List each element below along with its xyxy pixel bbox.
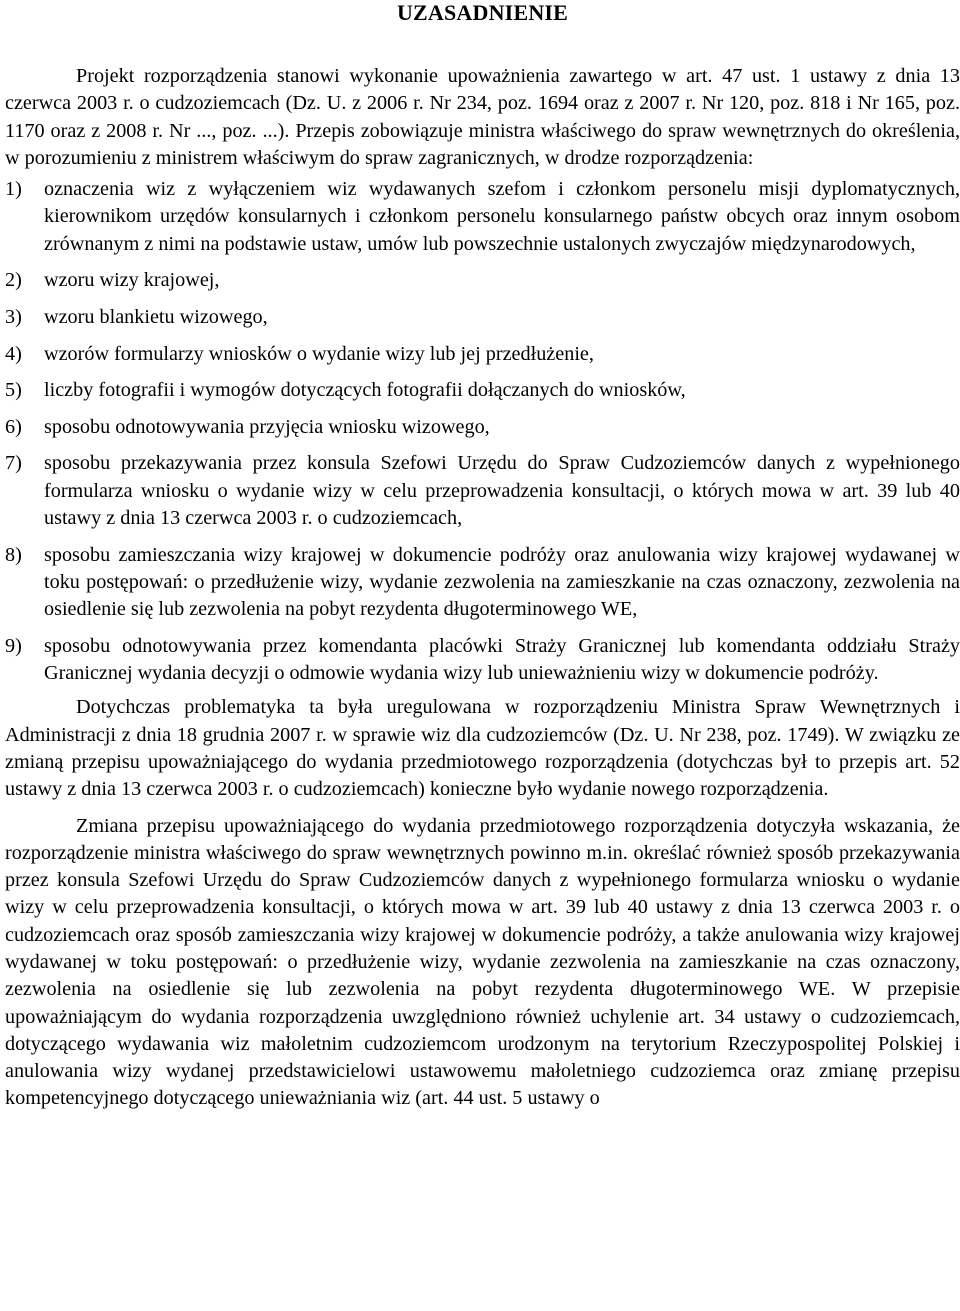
list-item-number: 6)	[5, 415, 22, 438]
list-item	[5, 176, 960, 258]
list-item	[5, 267, 960, 294]
list-item-text: liczby fotografii i wymogów dotyczących fotografii dołączanych do wniosków,	[44, 379, 686, 402]
list-item-number: 5)	[5, 379, 22, 402]
list-item-number: 8)	[5, 543, 22, 566]
intro-paragraph: Projekt rozporządzenia stanowi wykonanie upoważnienia zawartego w art. 47 ust. 1 ustawy z dnia 13 czerwca 2003 r. o cudzoziemcach (Dz. U. z 2006 r. Nr 234, poz. 1694 oraz z 2007 r. Nr 120, poz. 818 i Nr 165, poz. 1170 oraz z 2008 r. Nr ..., poz. ...). Przepis zobowiązuje ministra właściwego do spraw wewnętrznych do określenia, w porozumieniu z ministrem właściwym do spraw zagranicznych, w drodze rozporządzenia:	[5, 65, 960, 169]
list-item-number: 9)	[5, 634, 22, 657]
list-item	[5, 341, 960, 368]
list-item-text: sposobu odnotowywania przyjęcia wniosku wizowego,	[44, 415, 490, 438]
list-item-text: wzoru blankietu wizowego,	[44, 305, 268, 328]
list-item	[5, 542, 960, 624]
list-item-number: 2)	[5, 269, 22, 292]
list-item-text: sposobu przekazywania przez konsula Szefowi Urzędu do Spraw Cudzoziemców danych z wypełnionego formularza wniosku o wydanie wizy w celu przeprowadzenia konsultacji, o których mowa w art. 39 lub 40 ustawy z dnia 13 czerwca 2003 r. o cudzoziemcach,	[44, 452, 960, 529]
body-paragraph-amendment: Zmiana przepisu upoważniającego do wydania przedmiotowego rozporządzenia dotyczyła wskazania, że rozporządzenie ministra właściwego do spraw wewnętrznych powinno m.in. określać również sposób przekazywania przez konsula Szefowi Urzędu do Spraw Cudzoziemców danych z wypełnionego formularza wniosku o wydanie wizy w celu przeprowadzenia konsultacji, o których mowa w art. 39 lub 40 ustawy z dnia 13 czerwca 2003 r. o cudzoziemcach oraz sposób zamieszczania wizy krajowej w dokumencie podróży, a także anulowania wizy krajowej wydawanej w toku postępowań: o przedłużenie wizy, wydanie zezwolenia na zamieszkanie na czas oznaczony, zezwolenia na osiedlenie się lub zezwolenia na pobyt rezydenta długoterminowego WE. W przepisie upoważniającym do wydania rozporządzenia uwzględniono również uchylenie art. 34 ustawy o cudzoziemcach, dotyczącego wydawania wiz małoletnim cudzoziemcom urodzonym na terytorium Rzeczypospolitej Polskiej i anulowania wizy wydanej przedstawicielowi ustawowemu małoletniego cudzoziemca oraz zmianę przepisu kompetencyjnego dotyczącego unieważniania wiz (art. 44 ust. 5 ustawy o	[5, 814, 960, 1110]
document-page	[5, 0, 960, 1113]
list-item-number: 3)	[5, 305, 22, 328]
list-item	[5, 633, 960, 688]
document-title: UZASADNIENIE	[396, 0, 569, 25]
list-item	[5, 304, 960, 331]
list-item-text: sposobu zamieszczania wizy krajowej w dokumencie podróży oraz anulowania wizy krajowej wydawanej w toku postępowań: o przedłużenie wizy, wydanie zezwolenia na zamieszkanie na czas oznaczony, zezwolenia na osiedlenie się lub zezwolenia na pobyt rezydenta długoterminowego WE,	[44, 543, 960, 621]
list-item-number: 1)	[5, 178, 22, 201]
list-item	[5, 377, 960, 404]
list-item-text: sposobu odnotowywania przez komendanta placówki Straży Granicznej lub komendanta oddziału Straży Granicznej wydania decyzji o odmowie wydania wizy lub unieważnieniu wizy w dokumencie podróży.	[44, 634, 960, 685]
enumerated-list	[5, 176, 960, 687]
body-paragraph-previous-regulation: Dotychczas problematyka ta była uregulowana w rozporządzeniu Ministra Spraw Wewnętrznych i Administracji z dnia 18 grudnia 2007 r. w sprawie wiz dla cudzoziemców (Dz. U. Nr 238, poz. 1749). W związku ze zmianą przepisu upoważniającego do wydania przedmiotowego rozporządzenia (dotychczas był to przepis art. 52 ustawy z dnia 13 czerwca 2003 r. o cudzoziemcach) konieczne było wydanie nowego rozporządzenia.	[5, 696, 960, 801]
list-item-text: oznaczenia wiz z wyłączeniem wiz wydawanych szefom i członkom personelu misji dyplomatycznych, kierownikom urzędów konsularnych i członkom personelu konsularnego państw obcych oraz innym osobom zrównanym z nimi na podstawie ustaw, umów lub powszechnie ustalonych zwyczajów międzynarodowych,	[44, 178, 960, 255]
list-item-text: wzorów formularzy wniosków o wydanie wizy lub jej przedłużenie,	[44, 342, 594, 365]
list-item-number: 4)	[5, 342, 22, 365]
list-item-number: 7)	[5, 452, 22, 475]
list-item-text: wzoru wizy krajowej,	[44, 269, 220, 292]
list-item	[5, 450, 960, 532]
list-item	[5, 414, 960, 441]
